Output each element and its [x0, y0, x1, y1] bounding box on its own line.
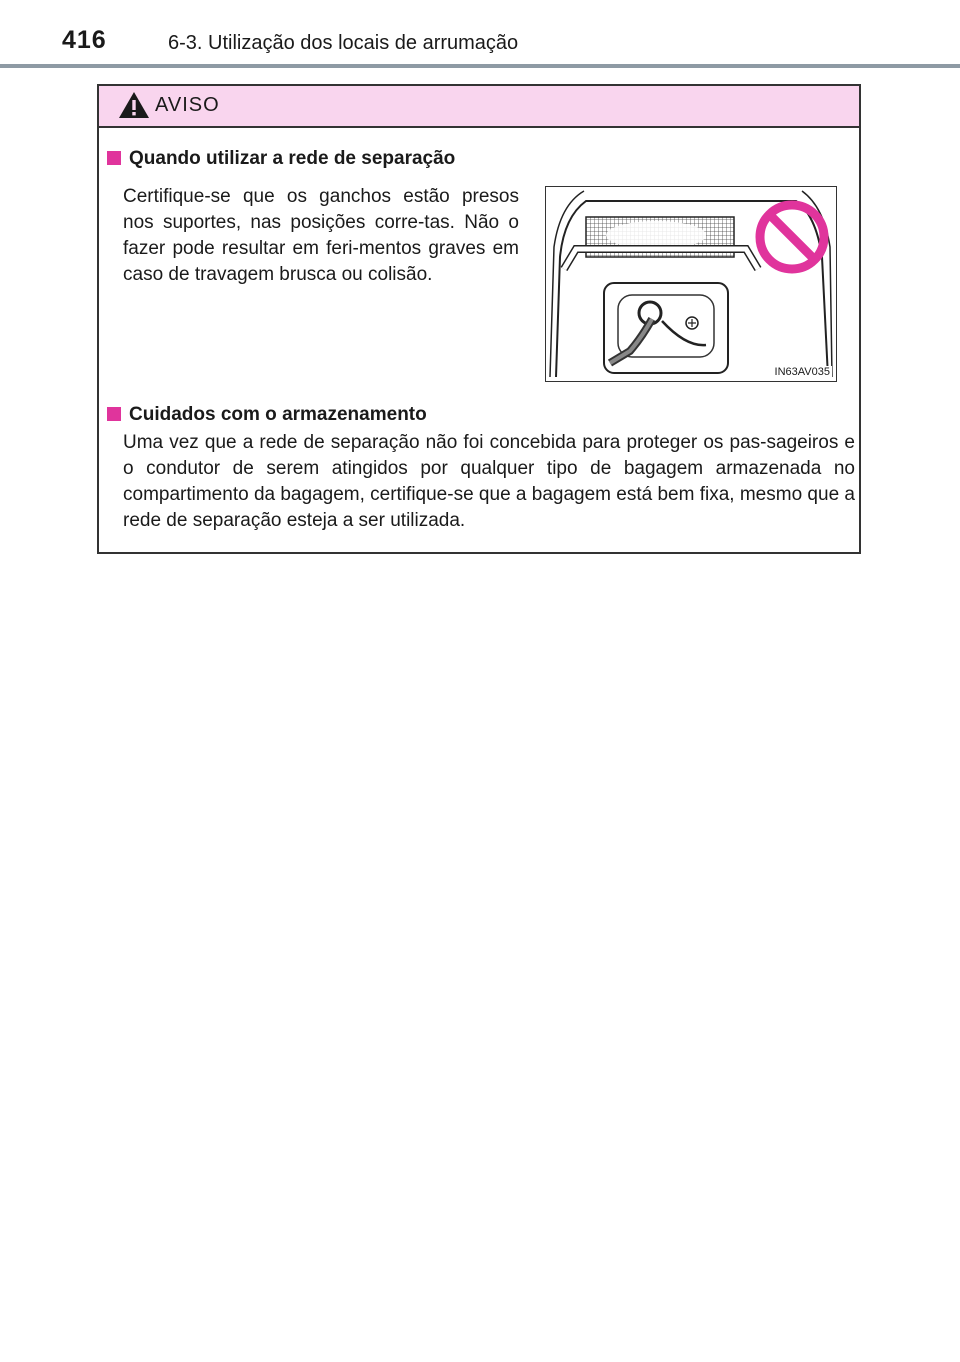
paragraph-storage: Uma vez que a rede de separação não foi concebida para proteger os pas-sageiros e o condutor de serem atingidos por qualquer tipo de bagagem armazenada no compartimento da bagagem, certifique-se que a bagagem está bem fixa, mesmo que a rede de separação esteja a ser utilizada. — [123, 432, 855, 531]
subheading-storage — [107, 404, 427, 426]
section-title: 6-3. Utilização dos locais de arrumação — [168, 32, 519, 54]
warning-label: AVISO — [155, 94, 220, 116]
figure-code: IN63AV035 — [774, 366, 830, 378]
subheading-text: Quando utilizar a rede de separação — [129, 148, 456, 169]
warning-box — [97, 84, 861, 554]
bullet-square-icon — [107, 407, 121, 421]
warning-header — [99, 86, 859, 128]
subheading-text: Cuidados com o armazenamento — [129, 404, 427, 425]
page-number: 416 — [62, 26, 107, 54]
figure-luggage-net — [545, 186, 837, 382]
bullet-square-icon — [107, 151, 121, 165]
header-divider — [0, 64, 960, 68]
warning-triangle-icon — [117, 90, 151, 120]
page-header — [0, 0, 960, 70]
luggage-net-illustration — [546, 187, 836, 381]
paragraph-hooks: Certifique-se que os ganchos estão presos nos suportes, nas posições corre-tas. Não o fazer pode resultar em feri-mentos graves em caso de travagem brusca ou colisão. — [123, 186, 519, 285]
subheading-separation-net — [107, 148, 455, 170]
